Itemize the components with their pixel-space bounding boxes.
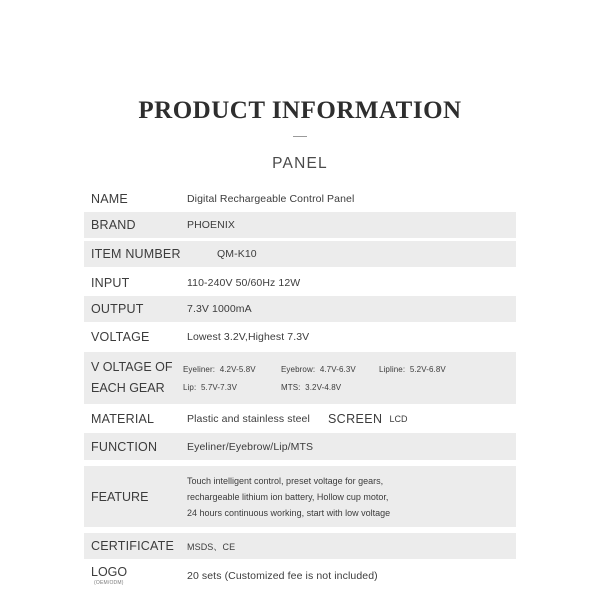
row-value-function: Eyeliner/Eyebrow/Lip/MTS (187, 440, 314, 453)
table-row-logo (84, 559, 516, 593)
gear-cell-empty (379, 383, 477, 392)
title-divider (293, 136, 307, 137)
gear-label-line1: V OLTAGE OF (91, 360, 173, 374)
gear-row-top (183, 365, 516, 374)
gear-label-line2: EACH GEAR (91, 381, 165, 395)
row-label-feature: FEATURE (91, 489, 149, 504)
page-subtitle: PANEL (272, 155, 328, 172)
row-value-input: 110-240V 50/60Hz 12W (187, 277, 301, 289)
feature-line-2: rechargeable lithium ion battery, Hollow cup motor, (187, 491, 389, 502)
gear-cell-lipline-name: Lipline: (379, 364, 406, 374)
feature-line-1: Touch intelligent control, preset voltage for gears, (187, 475, 384, 486)
gear-cell-eyebrow-name: Eyebrow: (281, 364, 316, 374)
row-label-brand: BRAND (91, 218, 136, 232)
table-row-voltage-each-gear (84, 352, 516, 404)
logo-label-text: LOGO (91, 565, 128, 580)
row-value-screen: LCD (389, 413, 408, 424)
row-value-item-number: QM-K10 (217, 248, 257, 260)
gear-cell-eyeliner (183, 365, 281, 374)
gear-cell-mts-value: 3.2V-4.8V (305, 382, 342, 392)
row-value-name: Digital Rechargeable Control Panel (187, 192, 355, 205)
row-value-material: Plastic and stainless steel (187, 412, 310, 425)
gear-cell-mts (281, 383, 379, 392)
gear-cell-lip (183, 383, 281, 392)
gear-cell-eyeliner-name: Eyeliner: (183, 364, 216, 374)
page-title: PRODUCT INFORMATION (138, 97, 462, 124)
table-row-brand (84, 212, 516, 238)
row-label-output: OUTPUT (91, 302, 144, 316)
row-value-voltage: Lowest 3.2V,Highest 7.3V (187, 331, 310, 343)
row-label-voltage: VOLTAGE (91, 330, 150, 344)
row-value-output: 7.3V 1000mA (187, 303, 252, 315)
row-label-item-number: ITEM NUMBER (91, 247, 181, 261)
row-label-voltage-each-gear (84, 357, 179, 399)
gear-cell-lip-value: 5.7V-7.3V (200, 382, 238, 392)
row-label-screen: SCREEN (327, 411, 383, 426)
gear-cell-eyeliner-value: 4.2V-5.8V (219, 364, 256, 374)
feature-line-3: 24 hours continuous working, start with low voltage (187, 507, 391, 518)
row-label-input: INPUT (91, 276, 130, 290)
row-value-logo: 20 sets (Customized fee is not included) (187, 570, 378, 582)
row-label-logo (84, 566, 179, 586)
logo-sublabel-text: (OEM/ODM) (94, 579, 124, 586)
table-row-output (84, 296, 516, 322)
table-row-name (84, 185, 516, 212)
row-label-certificate: CERTIFICATE (91, 539, 174, 553)
gear-voltage-grid (179, 365, 516, 392)
gear-cell-mts-name: MTS: (281, 382, 301, 392)
gear-cell-lipline-value: 5.2V-6.8V (409, 364, 446, 374)
row-value-feature (179, 473, 390, 521)
gear-cell-lipline (379, 365, 477, 374)
table-row-voltage (84, 322, 516, 352)
gear-cell-eyebrow-value: 4.7V-6.3V (319, 364, 356, 374)
gear-cell-eyebrow (281, 365, 379, 374)
row-label-material: MATERIAL (91, 411, 155, 426)
gear-row-bottom (183, 383, 516, 392)
row-label-function: FUNCTION (91, 439, 158, 454)
table-row-function (84, 433, 516, 460)
table-row-certificate (84, 533, 516, 559)
table-row-feature (84, 466, 516, 527)
table-row-input (84, 270, 516, 296)
row-label-name: NAME (91, 191, 128, 206)
spec-table (84, 185, 516, 593)
gear-cell-lip-name: Lip: (183, 382, 197, 392)
row-value-certificate: MSDS、CE (187, 541, 236, 552)
table-row-material (84, 404, 516, 433)
row-value-brand: PHOENIX (187, 219, 235, 231)
table-row-item-number (84, 241, 516, 267)
